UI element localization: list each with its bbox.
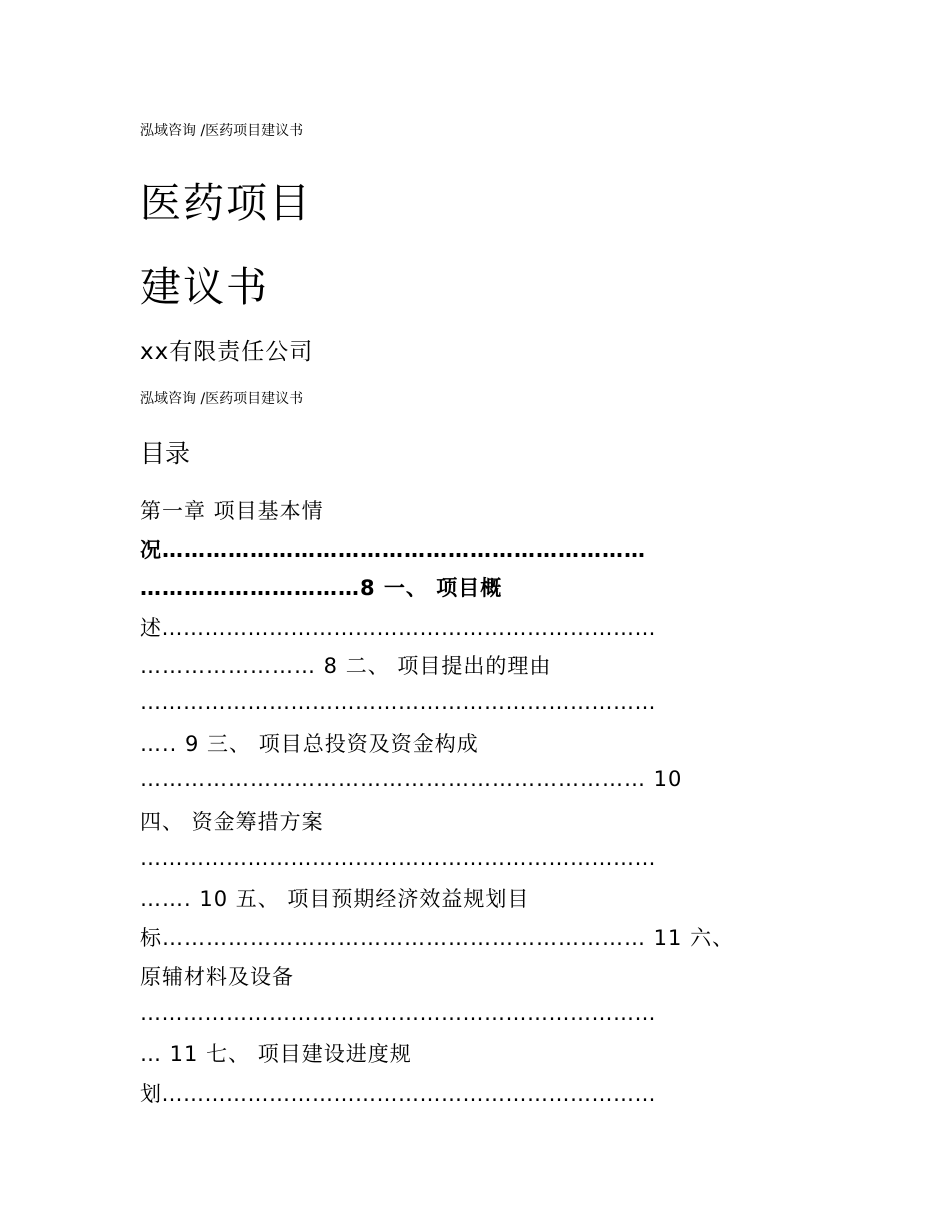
document-title-line2: 建议书 xyxy=(140,263,269,311)
toc-line: 述…………………………………………………………… xyxy=(140,616,656,640)
toc-line: …………………………8 一、 项目概 xyxy=(140,576,503,600)
toc-line: 四、 资金筹措方案 xyxy=(140,810,324,834)
toc-line: …………………………………………………………… 10 xyxy=(140,767,683,791)
header-top: 泓域咨询 /医药项目建议书 xyxy=(140,123,304,139)
toc-line: …………………… 8 二、 项目提出的理由 xyxy=(140,654,552,678)
toc-line: ……………………………………………………………… xyxy=(140,846,656,870)
toc-line: 标………………………………………………………… 11 六、 xyxy=(140,926,735,950)
toc-line: ……………………………………………………………… xyxy=(140,690,656,714)
toc-line: 原辅材料及设备 xyxy=(140,965,294,989)
toc-line: ….. 9 三、 项目总投资及资金构成 xyxy=(140,732,479,756)
toc-line: ……………………………………………………………… xyxy=(140,1001,656,1025)
header-middle: 泓域咨询 /医药项目建议书 xyxy=(140,391,304,407)
toc-line: ……. 10 五、 项目预期经济效益规划目 xyxy=(140,887,530,911)
toc-line: 划…………………………………………………………… xyxy=(140,1082,656,1106)
toc-line: 第一章 项目基本情 xyxy=(140,499,324,523)
toc-heading: 目录 xyxy=(140,439,191,468)
document-title-line1: 医药项目 xyxy=(140,179,312,227)
toc-line: … 11 七、 项目建设进度规 xyxy=(140,1042,412,1066)
company-name: xx有限责任公司 xyxy=(140,339,314,365)
toc-line: 况………………………………………………………… xyxy=(140,538,646,562)
